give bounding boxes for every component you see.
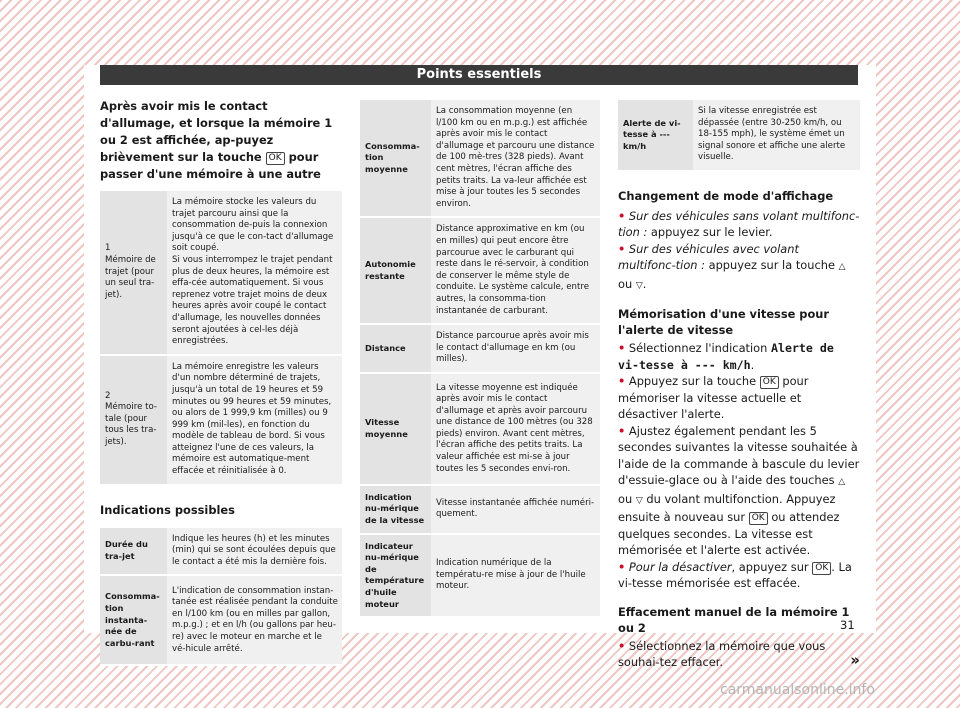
table-row [100, 528, 342, 577]
erase-bullet-1 [618, 638, 860, 671]
table-row [360, 535, 600, 619]
continue-arrow-icon: » [850, 651, 860, 670]
display-mode-title: Changement de mode d'affichage [618, 188, 834, 203]
table-row [360, 374, 600, 486]
bullet-italic: Sur des véhicules avec volant multifonc-tion : [618, 241, 799, 273]
row-label: Consomma-tion moyenne [360, 100, 431, 218]
table-row [360, 486, 600, 535]
display-mode-bullet-1 [618, 208, 860, 241]
row-label: Durée du tra-jet [100, 528, 167, 577]
memory-1-text: La mémoire stocke les valeurs du trajet parcouru ainsi que la consommation de-puis la connexion jusqu'à ce que le con-tact d'allumage soit coupé. Si vous interrompez le trajet pendant plus de deux heures, la mémoire est effa-cée automatiquement. Si vous reprenez votre trajet moins de deux heures après avoir coupé le contact d'allumage, les nouvelles données seront ajoutées à cel-les déjà enregistrées. [167, 191, 342, 356]
bullet-text: Sélectionnez l'indication [628, 341, 768, 356]
table-row [360, 325, 600, 374]
intro-paragraph [100, 98, 342, 183]
intro-text-2: pour passer d'une mémoire à une autre [100, 150, 321, 181]
bullet-text: appuyez sur la touche [708, 258, 835, 273]
speed-bullet-1: • Sélectionnez l'indication Alerte de vi-tesse à --- km/h. [618, 341, 834, 372]
speed-bullet-3 [618, 423, 860, 559]
row-text: L'indication de consommation instan-tanée est réalisée pendant la conduite en l/100 km (ou en milles par gallon, m.p.g.) ; et en l/h (ou gallons par heu-re) avec le moteur en marche et le vé-hicule arrêté. [167, 576, 342, 666]
speed-memory-title: Mémorisation d'une vitesse pour l'alerte de vitesse [618, 307, 829, 338]
row-text: La consommation moyenne (en l/100 km ou en m.p.g.) est affichée après avoir mis le contact d'allumage et parcouru une distance de 100 mè-tres (328 pieds). Avant cent mètres, l'écran affiche des petits traits. La va-leur affichée est mise à jour toutes les 5 secondes environ. [431, 100, 600, 218]
indications-table-middle [360, 100, 600, 618]
bullet-text: appuyez sur le levier. [650, 225, 773, 240]
intro-text-1: Après avoir mis le contact d'allumage, et lorsque la mémoire 1 ou 2 est affichée, ap-puyez brièvement sur la touche [100, 99, 333, 164]
row-label: Alerte de vi-tesse à --- km/h [618, 100, 693, 172]
memory-2-text: La mémoire enregistre les valeurs d'un nombre déterminé de trajets, jusqu'à un total de 19 heures et 59 minutes ou 99 heures et 59 minutes, ou alors de 1 999,9 km (milles) ou 9 999 km (mil-les), en fonction du modèle de tableau de bord. Si vous atteignez l'une de ces valeurs, la mémoire est automatique-ment effacée et réinitialisée à 0. [167, 356, 342, 486]
bullet-icon: • [618, 241, 626, 256]
bullet-icon: • [618, 559, 626, 574]
speed-bullet-4 [618, 559, 860, 592]
row-label: Consomma-tion instanta-née de carbu-rant [100, 576, 167, 666]
bullet-text: Appuyez sur la touche [628, 374, 757, 389]
column-middle [360, 100, 600, 618]
row-label: Vitesse moyenne [360, 374, 431, 486]
bullet-italic: Sur des véhicules sans volant multifonc-tion : [618, 208, 860, 240]
bullet-text: Sélectionnez la mémoire que vous souhai-tez effacer. [618, 638, 826, 670]
table-row [360, 100, 600, 218]
bullet-icon: • [618, 341, 626, 356]
page-number: 31 [840, 618, 855, 632]
row-label: Distance [360, 325, 431, 374]
bullet-icon: • [618, 423, 626, 438]
row-text: Distance parcourue après avoir mis le contact d'allumage en km (ou milles). [431, 325, 600, 374]
bullet-text: pour mémoriser la vitesse actuelle et désactiver l'alerte. [618, 374, 809, 422]
table-row [100, 576, 342, 666]
table-row [100, 356, 342, 486]
display-mode-bullet-2: • Sur des véhicules avec volant multifonc-tion : appuyez sur la touche △ ou ▽. [618, 241, 846, 291]
watermark-text: carmanualsonline.info [720, 682, 875, 698]
indications-table-right [618, 100, 860, 172]
speed-alert-display-text: Alerte de vi-tesse à --- km/h [618, 341, 834, 372]
ok-key-icon: OK [812, 562, 831, 575]
memory-2-label: 2 Mémoire to-tale (pour tous les tra-jets). [100, 356, 167, 486]
bullet-icon: • [618, 208, 626, 223]
ok-key-icon: OK [749, 512, 768, 525]
up-triangle-icon: △ [838, 262, 846, 273]
table-row [100, 191, 342, 356]
bullet-text: Ajustez également pendant les 5 secondes suivantes la vitesse souhaitée à l'aide de la commande à bascule du levier d'essuie-glace ou à l'aide des touches [618, 423, 860, 488]
row-text: Distance approximative en km (ou en milles) qui peut encore être parcourue avec le carburant qui reste dans le ré-servoir, à condition de conserver le même style de conduite. Le système calcule, entre autres, la consomma-tion instantanée de carburant. [431, 218, 600, 325]
down-triangle-icon: ▽ [635, 495, 643, 506]
bullet-text: , appuyez sur [731, 559, 809, 574]
memory-table [100, 191, 342, 486]
speed-bullet-2 [618, 373, 860, 423]
indications-title: Indications possibles [100, 502, 235, 517]
bullet-icon: • [618, 638, 626, 653]
row-label: Indicateur nu-mérique de température d'huile moteur [360, 535, 431, 619]
bullet-text: . La vi-tesse mémorisée est effacée. [618, 559, 852, 591]
indications-table-left [100, 528, 342, 667]
table-row [360, 218, 600, 325]
row-text: Indique les heures (h) et les minutes (min) qui se sont écoulées depuis que le contact a été mis la dernière fois. [167, 528, 342, 577]
row-text: Vitesse instantanée affichée numéri-quement. [431, 486, 600, 535]
ok-key-icon: OK [760, 376, 779, 389]
table-row [618, 100, 860, 172]
row-text: La vitesse moyenne est indiquée après avoir mis le contact d'allumage et après avoir parcouru une distance de 100 mètres (ou 328 pieds) environ. Avant cent mètres, l'écran affiche des petits traits. La valeur affichée est mi-se à jour toutes les 5 secondes envi-ron. [431, 374, 600, 486]
row-text: Indication numérique de la températu-re mise à jour de l'huile moteur. [431, 535, 600, 619]
bullet-italic: Pour la désactiver [628, 559, 732, 574]
row-label: Indication nu-mérique de la vitesse [360, 486, 431, 535]
memory-1-label: 1 Mémoire de trajet (pour un seul tra-jet). [100, 191, 167, 356]
bullet-text: ou attendez quelques secondes. La vitesse est mémorisée et l'alerte est activée. [618, 510, 840, 558]
down-triangle-icon: ▽ [635, 280, 643, 291]
manual-erase-title: Effacement manuel de la mémoire 1 ou 2 [618, 604, 850, 635]
bullet-text: ou [618, 276, 633, 291]
page-header: Points essentiels [100, 65, 858, 85]
bullet-text: ou [618, 491, 633, 506]
row-text: Si la vitesse enregistrée est dépassée (entre 30-250 km/h, ou 18-155 mph), le système émet un signal sonore et affiche une alerte visuelle. [693, 100, 860, 172]
row-label: Autonomie restante [360, 218, 431, 325]
ok-key-icon: OK [266, 152, 285, 165]
bullet-icon: • [618, 374, 626, 389]
bullet-text: du volant multifonction. Appuyez ensuite à nouveau sur [618, 491, 836, 525]
up-triangle-icon: △ [838, 477, 846, 488]
column-left [100, 98, 342, 666]
